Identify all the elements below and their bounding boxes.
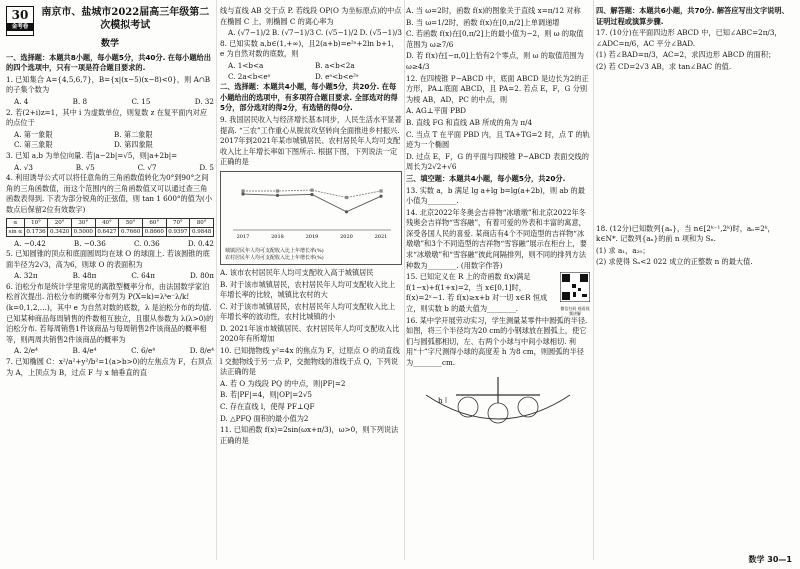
option: D. 5 — [199, 162, 214, 172]
option: A. 若 O 为线段 PQ 的中点，则|PF|=2 — [220, 378, 346, 388]
series-line-0 — [243, 194, 381, 212]
option: B. 第二象限 — [114, 129, 153, 139]
table-cell: 0.9848 — [190, 227, 214, 236]
question-14: 14. 北京2022年冬奥会吉祥物“冰墩墩”和北京2022年冬残奥会吉祥物“雪容融”，有着可爱的外表和丰富的寓意，深受各国人民的喜爱. 某商店有4个不同造型的吉祥物“冰墩墩”和3个不同造型的吉祥物“雪容融”展示在柜台上，要求“冰墩墩”和“雪容融”彼此间隔排列，则不同的排列方法种数为________. (用数字作答) — [406, 207, 587, 270]
option: A. 该市农村居民年人均可支配收入高于城镇居民 — [220, 267, 374, 277]
x-tick-label: 2020 — [340, 233, 353, 240]
option: B. 8 — [72, 96, 88, 106]
option: C. 若函数 f(x)在[0,π/2]上的最小值为−2，则 ω 的取值范围为 ω≥7/6 — [406, 29, 584, 49]
option: D. 第四象限 — [114, 140, 153, 150]
option: A. 4 — [14, 96, 29, 106]
data-point — [379, 195, 382, 198]
table-cell: 40° — [95, 218, 119, 227]
x-tick-label: 2021 — [374, 233, 388, 240]
badge-label: 金考卷 — [7, 23, 33, 31]
column-4 — [596, 6, 794, 546]
column-2 — [220, 6, 402, 546]
x-tick-label: 2017 — [236, 233, 250, 240]
question-5: 5. 已知圆锥的顶点和底面圆周均在球 O 的球面上. 若该圆锥的底面半径为2√3，高为6，则球 O 的表面积为 — [6, 249, 210, 269]
question-3-options — [6, 163, 214, 174]
option: C. 第三象限 — [14, 140, 53, 150]
table-cell: 0.7660 — [119, 227, 143, 236]
table-cell: α — [7, 218, 25, 227]
exam-number-badge — [6, 6, 34, 36]
option: C. 6/e⁴ — [131, 346, 156, 356]
question-9: 9. 我国居民收入与经济增长基本同步，人民生活水平显著提高. “三农”工作重心从脱贫攻坚转向全面推进乡村振兴. 2017年到2021年某市城镇居民、农村居民年人均可支配收入比上年增长率如下图所示. 根据下图，下列说法一定正确的是 — [220, 114, 402, 167]
option: D. 0.42 — [187, 238, 214, 248]
balls-on-arc-figure — [406, 373, 590, 433]
question-10: 10. 已知抛物线 y²=4x 的焦点为 F，过原点 O 的动直线 l 交抛物线于另一点 P，交抛物线的准线于点 Q，下列说法正确的是 — [220, 346, 400, 377]
option: D. eᵃ<b<e²ᵃ — [315, 71, 359, 81]
legend-urban: 城镇居民年人均可支配收入比上年增长率(%) — [225, 247, 324, 254]
table-row — [7, 227, 214, 236]
question-7-continued: 线与直线 AB 交于点 P. 若线段 OP(O 为坐标原点)的中点在椭圆 C 上，则椭圆 C 的离心率为 — [220, 6, 402, 26]
page-title: 南京市、盐城市2022届高三年级第二次模拟考试 — [41, 7, 210, 31]
question-4: 4. 利用诱导公式可以将任意角的三角函数值转化为0°到90°之间角的三角函数值，而这个范围内的三角函数值又可以通过查三角函数表得到. 下表为部分锐角的正弦值，则 tan 1 600°的值为(小数点后保留2位有效数字) — [6, 173, 213, 214]
table-row — [7, 218, 214, 227]
question-7: 7. 已知椭圆 C：x²/a²+y²/b²=1(a>b>0)的左焦点为 F，右顶点为 A，上顶点为 B，过点 F 与 x 轴垂直的直 — [6, 357, 212, 377]
option: D. 2021年该市城镇居民、农村居民年人均可支配收入比2020年有所增加 — [220, 323, 400, 344]
option: A. 当 ω=2时，函数 f(x)的图象关于直线 x=π/12 对称 — [406, 6, 581, 15]
question-6-options — [6, 346, 214, 357]
question-17: 17. (10分)在平面四边形 ABCD 中，已知∠ABC=2π/3，∠ADC=π/6，AC 平分∠BAD. — [596, 28, 782, 48]
section-2-heading: 二、选择题：本题共4小题，每小题5分，共20分. 在每小题给出的选项中，有多项符合题目要求. 全部选对的得5分，部分选对的得2分，有选错的得0分. — [220, 82, 398, 113]
question-2-options — [6, 130, 214, 151]
option: A. √3 — [14, 162, 33, 172]
data-point — [345, 210, 348, 213]
option: D. 过点 E，F，G 的平面与四棱锥 P−ABCD 表面交线的周长为2√2+√6 — [406, 151, 589, 172]
option: C. 15 — [131, 96, 151, 106]
qr-code-icon[interactable] — [560, 272, 590, 316]
ball-middle — [488, 403, 508, 423]
column-divider — [404, 0, 405, 560]
data-point — [310, 193, 313, 196]
sine-table — [6, 218, 214, 237]
exam-number: 30 — [11, 8, 29, 22]
table-cell: 10° — [24, 218, 48, 227]
data-point — [241, 192, 244, 195]
data-point — [310, 188, 313, 191]
question-18-part-1: (1) 求 a₁，a₂₀； — [596, 245, 650, 255]
option: A. (√7−1)/2 — [228, 28, 271, 38]
table-cell: 50° — [119, 218, 143, 227]
growth-rate-chart — [220, 171, 402, 265]
question-1-options — [6, 97, 214, 108]
column-divider — [593, 0, 594, 560]
question-17-part-2: (2) 若 CD=2√3 AB，求 tan∠BAC 的值. — [596, 61, 732, 71]
qr-label: 微信扫码 观看视频讲解 — [560, 305, 590, 316]
table-cell: 0.1736 — [24, 227, 48, 236]
table-cell: 70° — [166, 218, 190, 227]
question-6: 6. 泊松分布是统计学里常见的离散型概率分布，由法国数学家泊松首次提出. 泊松分布的概率分布列为 P(X=k)=λᵏe⁻λ/k!(k=0,1,2,…)，其中 e 为自然对数的底数，λ 是泊松分布的均值. 已知某种商品每周销售的件数相互独立，且服从参数为 λ(λ>0)的泊松分布. 若每周销售1件该商品与每周销售2件该商品的概率相等，则两周共销售2件该商品的概率为 — [6, 281, 214, 344]
table-cell: 60° — [142, 218, 166, 227]
question-15: 15. 已知定义在 R 上的奇函数 f(x)满足 f(1−x)+f(1+x)=2，当 x∈[0,1]时，f(x)=2ˣ−1. 若 f(x)≥x+b 对一切 x∈R 恒成立，则实数 b 的最大值为________. — [406, 272, 548, 314]
subject-title: 数学 — [100, 39, 119, 49]
option: A. AG⊥平面 PBD — [406, 106, 466, 116]
question-8: 8. 已知实数 a,b∈(1,+∞)，且2(a+b)=e²ᵃ+2ln b+1，e 为自然对数的底数，则 — [220, 38, 399, 59]
table-cell: 0.9397 — [166, 227, 190, 236]
data-point — [345, 196, 348, 199]
table-cell: sin α — [7, 227, 25, 236]
question-4-options — [6, 239, 214, 250]
ball-right — [518, 397, 538, 417]
page-footer: 数学 30—1 — [748, 555, 792, 564]
legend-rural: 农村居民年人均可支配收入比上年增长率(%) — [225, 254, 324, 261]
question-18-part-2: (2) 求使得 Sₙ<2 022 成立的正整数 n 的最大值. — [596, 257, 753, 267]
question-5-options — [6, 271, 214, 282]
option: A. 2/e⁴ — [14, 346, 38, 356]
data-point — [276, 189, 279, 192]
table-cell: 0.3420 — [48, 227, 72, 236]
question-18: 18. (12分)已知数列{aₙ}，当 n∈[2ᵏ⁻¹,2ᵏ)时，aₙ=2ᵏ，k∈N*. 记数列{aₙ}的前 n 项和为 Sₙ. — [596, 223, 775, 244]
height-label: h — [438, 396, 443, 405]
option: D. (√5−1)/3 — [359, 28, 402, 38]
option: D. 若 f(x)在[−π,0]上恰有2个零点，则 ω 的取值范围为 ω≥4/3 — [406, 51, 584, 71]
x-tick-label: 2018 — [271, 233, 284, 240]
table-cell: 30° — [71, 218, 95, 227]
option: B. a<b<2a — [315, 60, 355, 70]
answer-space — [596, 74, 794, 224]
option: B. 若|PF|=4，则|OP|=2√5 — [220, 390, 312, 400]
table-cell: 80° — [190, 218, 214, 227]
section-1-heading: 一、选择题：本题共8小题，每小题5分，共40分. 在每小题给出的四个选项中，只有一项是符合题目要求的. — [6, 52, 211, 73]
table-cell: 0.5000 — [71, 227, 95, 236]
table-cell: 0.6427 — [95, 227, 119, 236]
option: B. −0.36 — [73, 238, 106, 248]
option: D. 80π — [190, 271, 214, 281]
option: C. √7 — [137, 162, 157, 172]
option: B. 4/e⁴ — [72, 346, 97, 356]
option: D. 32 — [194, 96, 214, 106]
option: B. √5 — [75, 162, 95, 172]
table-cell: 20° — [48, 218, 72, 227]
column-3 — [406, 6, 590, 546]
option: C. 2a<b<eᵃ — [228, 71, 271, 81]
chart-legend — [221, 248, 401, 262]
option: A. 32π — [14, 271, 38, 281]
option: B. 48π — [72, 271, 97, 281]
question-7-options — [220, 28, 402, 39]
option: B. (√7−1)/3 — [271, 28, 315, 38]
option: B. 直线 FG 和直线 AB 所成的角为 π/4 — [406, 117, 533, 127]
arc-diagram — [406, 373, 590, 433]
option: B. 对于该市城镇居民，农村居民年人均可支配收入比上年增长率的比较，城镇比农村的大 — [220, 279, 396, 300]
column-divider — [216, 0, 217, 560]
question-3: 3. 已知 a,b 为单位向量. 若|a−2b|=√5，则|a+2b|= — [6, 150, 178, 160]
option: B. 当 ω=1/2时，函数 f(x)在[0,π/2]上单调递增 — [406, 17, 560, 27]
option: A. 第一象限 — [14, 129, 53, 139]
question-2: 2. 若(2+i)z=1，其中 i 为虚数单位，则复数 z 在复平面内对应的点位于 — [6, 107, 208, 128]
question-12: 12. 在四棱锥 P−ABCD 中，底面 ABCD 是边长为2的正方形，PA⊥底面 ABCD，且 PA=2. 若点 E，F，G 分别为棱 AB，AD，PC 的中点，则 — [406, 73, 589, 104]
option: C. (√5−1)/2 — [315, 28, 358, 38]
option: A. 1<b<a — [228, 60, 264, 70]
chart-svg — [221, 172, 401, 244]
option: C. 当点 T 在平面 PBD 内，且 TA+TG=2 时，点 T 的轨迹为一个椭圆 — [406, 129, 590, 150]
option: A. −0.42 — [14, 238, 46, 248]
option: C. 存在直线 l，使得 PF⊥QF — [220, 402, 315, 412]
option: D. △PFQ 面积的最小值为2 — [220, 413, 309, 423]
question-17-part-1: (1) 若∠BAD=π/3，AC=2，求四边形 ABCD 的面积； — [596, 50, 776, 60]
x-tick-label: 2019 — [305, 233, 319, 240]
ball-left — [458, 397, 478, 417]
question-11: 11. 已知函数 f(x)=2sin(ωx+π/3)，ω>0，则下列说法正确的是 — [220, 425, 399, 445]
data-point — [276, 194, 279, 197]
data-point — [241, 189, 244, 192]
question-16: 16. 某中学开展劳动实习，学生测量某零件中圆弧的半径. 如图，将三个半径均为20 cm的小钢球放在圆弧上，使它们与圆弧都相切，左、右两个小球与中间小球相切. 利用“十”字尺测得小球的高度差 h 为8 cm，则圆弧的半径为________cm. — [406, 315, 588, 367]
option: C. 对于该市城镇居民，农村居民年人均可支配收入比上年增长率的波动性，农村比城镇的小 — [220, 301, 396, 322]
section-4-heading: 四、解答题：本题共6小题，共70分. 解答应写出文字说明、证明过程或演算步骤. — [596, 6, 789, 26]
option: D. 8/e⁴ — [189, 346, 214, 356]
section-3-heading: 三、填空题：本题共4小题，每小题5分，共20分. — [406, 173, 566, 183]
header — [6, 6, 214, 36]
table-cell: 0.8660 — [142, 227, 166, 236]
data-point — [379, 189, 382, 192]
option: C. 0.36 — [133, 238, 160, 248]
question-13: 13. 实数 a，b 满足 lg a+lg b=lg(a+2b)，则 ab 的最小值为________. — [406, 185, 585, 206]
column-1 — [6, 6, 214, 546]
option: C. 64π — [131, 271, 156, 281]
question-8-options — [220, 61, 402, 82]
question-1: 1. 已知集合 A={4,5,6,7}，B={x|(x−5)(x−8)<0}，则 A∩B 的子集个数为 — [6, 74, 211, 95]
